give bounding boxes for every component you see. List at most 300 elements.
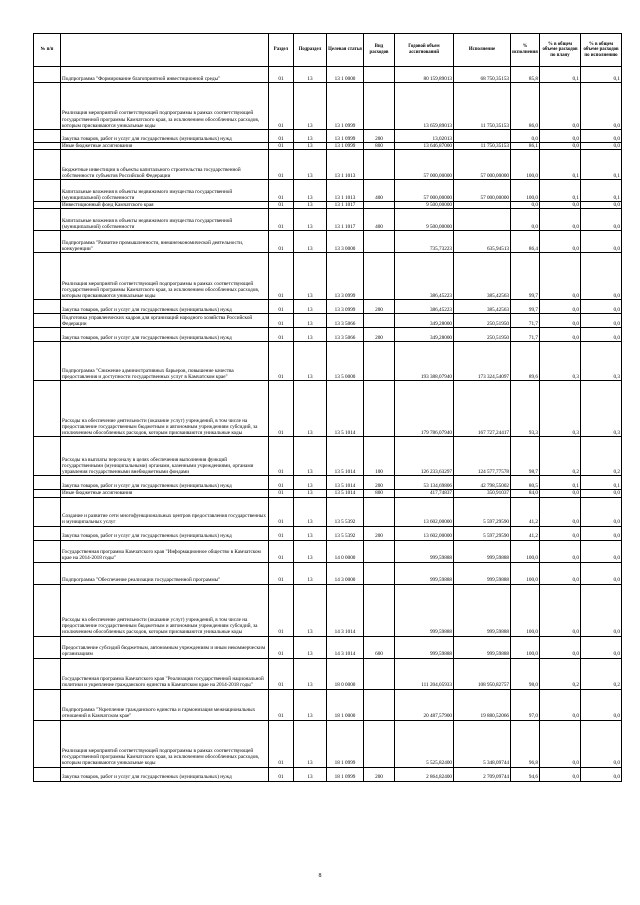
- cell-razdel: 01: [269, 130, 294, 143]
- cell-share-execution: 0,0: [581, 202, 622, 209]
- cell-name: Бюджетные инвестиции в объекты капитального строительства государственной собственности субъектов Российской Федерации: [61, 150, 269, 180]
- cell-podrazdel: 13: [294, 526, 327, 540]
- cell-target-article: 13 3 0999: [327, 300, 364, 314]
- table-row: [34, 658, 622, 689]
- cell-target-article: 13 1 0999: [327, 130, 364, 143]
- cell-number: [34, 476, 61, 490]
- cell-expense-type: 400: [364, 209, 395, 231]
- cell-execution: 57 000,00000: [454, 180, 511, 202]
- cell-expense-type: [364, 540, 395, 562]
- cell-razdel: 01: [269, 253, 294, 300]
- cell-annual-plan: 193 388,07940: [395, 342, 454, 381]
- cell-target-article: 13 3 0999: [327, 253, 364, 300]
- cell-annual-plan: 386,45223: [395, 300, 454, 314]
- cell-name: Реализация мероприятий соответствующей подпрограммы в рамках соответствующей государственной программы Камчатского края, за исключением обособленных расходов, которым присваиваются уникальные коды: [61, 83, 269, 130]
- cell-share-execution: 0,0: [581, 767, 622, 781]
- cell-target-article: 13 1 1017: [327, 202, 364, 209]
- cell-annual-plan: 57 000,00000: [395, 150, 454, 180]
- cell-razdel: 01: [269, 490, 294, 497]
- header-execution: Исполнение: [454, 34, 511, 67]
- cell-execution: 57 000,00000: [454, 150, 511, 180]
- cell-target-article: 13 1 1017: [327, 209, 364, 231]
- cell-execution: 68 750,35153: [454, 67, 511, 83]
- cell-annual-plan: 13 602,00000: [395, 497, 454, 526]
- cell-podrazdel: 13: [294, 636, 327, 658]
- cell-podrazdel: 13: [294, 150, 327, 180]
- header-podrazdel: Подраздел: [294, 34, 327, 67]
- cell-expense-type: 200: [364, 476, 395, 490]
- cell-expense-type: [364, 150, 395, 180]
- cell-expense-type: [364, 720, 395, 767]
- cell-target-article: 13 3 0000: [327, 231, 364, 253]
- cell-expense-type: 800: [364, 490, 395, 497]
- cell-execution-percent: 98,0: [511, 658, 540, 689]
- cell-share-execution: 0,1: [581, 150, 622, 180]
- cell-target-article: 13 5 1014: [327, 381, 364, 437]
- cell-name: Капитальные вложения в объекты недвижимого имущества государственной (муниципальной) собственности: [61, 209, 269, 231]
- header-share-plan: % в общем объеме расходов по плану: [540, 34, 581, 67]
- cell-podrazdel: 13: [294, 381, 327, 437]
- cell-number: [34, 342, 61, 381]
- cell-target-article: 18 1 0999: [327, 720, 364, 767]
- cell-name: Подпрограмма "Формирование благоприятной инвестиционной среды": [61, 67, 269, 83]
- cell-execution-percent: 86,1: [511, 143, 540, 150]
- cell-razdel: 01: [269, 328, 294, 342]
- cell-share-execution: 0,3: [581, 381, 622, 437]
- cell-execution: 2 709,09744: [454, 767, 511, 781]
- cell-share-plan: 0,0: [540, 253, 581, 300]
- cell-share-plan: 0,0: [540, 562, 581, 584]
- cell-name: Капитальные вложения в объекты недвижимого имущества государственной (муниципальной) собственности: [61, 180, 269, 202]
- cell-execution-percent: 100,0: [511, 562, 540, 584]
- table-row: [34, 689, 622, 720]
- table-row: [34, 381, 622, 437]
- cell-expense-type: [364, 231, 395, 253]
- table-row: [34, 490, 622, 497]
- cell-expense-type: [364, 658, 395, 689]
- cell-target-article: 14 3 0000: [327, 562, 364, 584]
- table-row: [34, 150, 622, 180]
- header-number: № п/п: [34, 34, 61, 67]
- cell-expense-type: 100: [364, 437, 395, 476]
- cell-annual-plan: 13 659,89013: [395, 83, 454, 130]
- cell-expense-type: 400: [364, 180, 395, 202]
- cell-name: Закупка товаров, работ и услуг для государственных (муниципальных) нужд: [61, 526, 269, 540]
- cell-name: Закупка товаров, работ и услуг для государственных (муниципальных) нужд: [61, 300, 269, 314]
- cell-podrazdel: 13: [294, 584, 327, 636]
- cell-execution-percent: 99,7: [511, 253, 540, 300]
- cell-podrazdel: 13: [294, 658, 327, 689]
- cell-share-execution: 0,2: [581, 658, 622, 689]
- cell-share-execution: 0,0: [581, 231, 622, 253]
- cell-execution: 5 597,29590: [454, 497, 511, 526]
- cell-share-execution: 0,3: [581, 342, 622, 381]
- table-row: [34, 562, 622, 584]
- cell-share-execution: 0,0: [581, 300, 622, 314]
- cell-annual-plan: 735,73223: [395, 231, 454, 253]
- cell-execution-percent: 100,0: [511, 180, 540, 202]
- cell-annual-plan: 13 646,87000: [395, 143, 454, 150]
- cell-razdel: 01: [269, 767, 294, 781]
- cell-execution: 999,59888: [454, 584, 511, 636]
- cell-share-plan: 0,0: [540, 300, 581, 314]
- cell-share-plan: 0,1: [540, 150, 581, 180]
- cell-target-article: 13 5 0000: [327, 342, 364, 381]
- cell-execution: [454, 202, 511, 209]
- cell-number: [34, 314, 61, 328]
- cell-share-plan: 0,0: [540, 720, 581, 767]
- table-row: [34, 143, 622, 150]
- cell-share-plan: 0,0: [540, 328, 581, 342]
- cell-annual-plan: 57 000,00000: [395, 180, 454, 202]
- cell-number: [34, 143, 61, 150]
- cell-execution: 250,51950: [454, 314, 511, 328]
- cell-target-article: 18 1 0000: [327, 689, 364, 720]
- cell-execution-percent: 100,0: [511, 540, 540, 562]
- cell-podrazdel: 13: [294, 328, 327, 342]
- cell-number: [34, 636, 61, 658]
- cell-podrazdel: 13: [294, 562, 327, 584]
- cell-share-execution: 0,0: [581, 636, 622, 658]
- cell-share-plan: 0,0: [540, 636, 581, 658]
- header-name: [61, 34, 269, 67]
- cell-annual-plan: 999,59888: [395, 636, 454, 658]
- cell-execution: 11 750,35153: [454, 143, 511, 150]
- cell-execution-percent: 0,0: [511, 130, 540, 143]
- cell-execution-percent: 41,2: [511, 526, 540, 540]
- cell-share-plan: 0,0: [540, 497, 581, 526]
- cell-execution: [454, 209, 511, 231]
- cell-execution: 11 750,35153: [454, 83, 511, 130]
- cell-execution-percent: 98,7: [511, 437, 540, 476]
- cell-podrazdel: 13: [294, 231, 327, 253]
- cell-execution: 173 324,54097: [454, 342, 511, 381]
- cell-share-plan: 0,0: [540, 490, 581, 497]
- cell-podrazdel: 13: [294, 490, 327, 497]
- cell-number: [34, 130, 61, 143]
- cell-number: [34, 437, 61, 476]
- cell-share-plan: 0,2: [540, 437, 581, 476]
- cell-razdel: 01: [269, 381, 294, 437]
- cell-execution-percent: 99,7: [511, 300, 540, 314]
- cell-execution-percent: 93,3: [511, 381, 540, 437]
- cell-name: Расходы на выплаты персоналу в целях обеспечения выполнения функций государственными (муниципальными) органами, казенными учреждениями, органами управления государственными внебюджетными фондами: [61, 437, 269, 476]
- cell-annual-plan: 9 500,00000: [395, 209, 454, 231]
- cell-expense-type: 800: [364, 143, 395, 150]
- table-row: [34, 253, 622, 300]
- cell-execution-percent: 41,2: [511, 497, 540, 526]
- cell-razdel: 01: [269, 314, 294, 328]
- cell-name: Подпрограмма "Развитие промышленности, внешнеэкономической деятельности, конкуренции": [61, 231, 269, 253]
- table-row: [34, 314, 622, 328]
- table-row: [34, 130, 622, 143]
- cell-razdel: 01: [269, 476, 294, 490]
- table-row: [34, 202, 622, 209]
- cell-name: Государственная программа Камчатского края "Реализация государственной национальной политики и укрепление гражданского единства в Камчатском крае на 2014-2018 годы": [61, 658, 269, 689]
- cell-annual-plan: 13 602,00000: [395, 526, 454, 540]
- cell-execution-percent: 85,8: [511, 67, 540, 83]
- cell-number: [34, 767, 61, 781]
- cell-annual-plan: 179 786,07940: [395, 381, 454, 437]
- cell-execution: 385,42563: [454, 253, 511, 300]
- cell-execution: 350,91037: [454, 490, 511, 497]
- cell-execution: 167 727,24417: [454, 381, 511, 437]
- table-row: [34, 636, 622, 658]
- cell-share-plan: 0,1: [540, 476, 581, 490]
- cell-share-execution: 0,0: [581, 83, 622, 130]
- cell-share-plan: 0,3: [540, 342, 581, 381]
- cell-annual-plan: 80 159,89013: [395, 67, 454, 83]
- cell-razdel: 01: [269, 300, 294, 314]
- cell-razdel: 01: [269, 562, 294, 584]
- cell-number: [34, 540, 61, 562]
- cell-share-plan: 0,0: [540, 314, 581, 328]
- cell-razdel: 01: [269, 689, 294, 720]
- cell-expense-type: 600: [364, 636, 395, 658]
- cell-target-article: 14 3 1014: [327, 584, 364, 636]
- cell-execution: 385,42563: [454, 300, 511, 314]
- cell-razdel: 01: [269, 526, 294, 540]
- cell-razdel: 01: [269, 342, 294, 381]
- cell-razdel: 01: [269, 437, 294, 476]
- cell-podrazdel: 13: [294, 437, 327, 476]
- cell-expense-type: [364, 584, 395, 636]
- cell-execution-percent: 0,0: [511, 209, 540, 231]
- cell-execution: 250,51950: [454, 328, 511, 342]
- cell-share-plan: 0,1: [540, 67, 581, 83]
- cell-name: Реализация мероприятий соответствующей подпрограммы в рамках соответствующей государственной программы Камчатского края, за исключением обособленных расходов, которым присваиваются уникальные коды: [61, 720, 269, 767]
- cell-name: Подпрограмма "Снижение административных барьеров, повышение качества предоставления и доступности государственных услуг в Камчатском крае": [61, 342, 269, 381]
- header-target-article: Целевая статья: [327, 34, 364, 67]
- header-expense-type: Вид расходов: [364, 34, 395, 67]
- cell-execution: 999,59888: [454, 562, 511, 584]
- cell-expense-type: [364, 689, 395, 720]
- cell-share-plan: 0,0: [540, 231, 581, 253]
- cell-podrazdel: 13: [294, 720, 327, 767]
- cell-number: [34, 689, 61, 720]
- cell-share-execution: 0,0: [581, 253, 622, 300]
- cell-podrazdel: 13: [294, 180, 327, 202]
- cell-share-execution: 0,0: [581, 314, 622, 328]
- cell-target-article: 13 5 5392: [327, 526, 364, 540]
- cell-execution: 635,94513: [454, 231, 511, 253]
- cell-execution-percent: 89,6: [511, 342, 540, 381]
- cell-number: [34, 381, 61, 437]
- cell-execution-percent: 86,0: [511, 83, 540, 130]
- table-row: [34, 526, 622, 540]
- cell-podrazdel: 13: [294, 476, 327, 490]
- cell-number: [34, 253, 61, 300]
- table-row: [34, 231, 622, 253]
- cell-podrazdel: 13: [294, 767, 327, 781]
- cell-name: Расходы на обеспечение деятельности (оказание услуг) учреждений, в том числе на предоставление государственным бюджетным и автономным учреждениям субсидий, за исключением обособленных расходов, которым присваиваются уникальные коды: [61, 381, 269, 437]
- cell-target-article: 18 1 0999: [327, 767, 364, 781]
- cell-annual-plan: 9 500,00000: [395, 202, 454, 209]
- cell-execution: 108 950,82757: [454, 658, 511, 689]
- cell-name: Реализация мероприятий соответствующей подпрограммы в рамках соответствующей государственной программы Камчатского края, за исключением обособленных расходов, которым присваиваются уникальные коды: [61, 253, 269, 300]
- cell-name: Закупка товаров, работ и услуг для государственных (муниципальных) нужд: [61, 328, 269, 342]
- cell-podrazdel: 13: [294, 130, 327, 143]
- cell-execution-percent: 80,5: [511, 476, 540, 490]
- cell-podrazdel: 13: [294, 253, 327, 300]
- cell-number: [34, 490, 61, 497]
- cell-name: Создание и развитие сети многофункциональных центров предоставления государственных и муниципальных услуг: [61, 497, 269, 526]
- cell-number: [34, 202, 61, 209]
- cell-name: Подпрограмма "Обеспечение реализации государственной программы": [61, 562, 269, 584]
- cell-name: Иные бюджетные ассигнования: [61, 490, 269, 497]
- cell-share-plan: 0,0: [540, 584, 581, 636]
- cell-name: Закупка товаров, работ и услуг для государственных (муниципальных) нужд: [61, 767, 269, 781]
- cell-number: [34, 300, 61, 314]
- cell-share-execution: 0,0: [581, 130, 622, 143]
- cell-share-plan: 0,0: [540, 130, 581, 143]
- cell-podrazdel: 13: [294, 83, 327, 130]
- cell-razdel: 01: [269, 231, 294, 253]
- header-share-execution: % в общем объеме расходов по исполнению: [581, 34, 622, 67]
- cell-target-article: 13 3 5066: [327, 328, 364, 342]
- cell-number: [34, 526, 61, 540]
- table-row: [34, 67, 622, 83]
- cell-execution-percent: 96,8: [511, 720, 540, 767]
- cell-expense-type: [364, 497, 395, 526]
- cell-number: [34, 209, 61, 231]
- cell-number: [34, 658, 61, 689]
- cell-share-execution: 0,0: [581, 497, 622, 526]
- cell-razdel: 01: [269, 720, 294, 767]
- cell-expense-type: 200: [364, 130, 395, 143]
- table-row: [34, 300, 622, 314]
- cell-expense-type: [364, 314, 395, 328]
- cell-annual-plan: 999,59888: [395, 540, 454, 562]
- cell-podrazdel: 13: [294, 342, 327, 381]
- cell-execution-percent: 71,7: [511, 314, 540, 328]
- cell-target-article: 13 5 5392: [327, 497, 364, 526]
- cell-name: Государственная программа Камчатского края "Информационное общество в Камчатском крае на 2014-2018 годы": [61, 540, 269, 562]
- header-razdel: Раздел: [269, 34, 294, 67]
- cell-share-execution: 0,1: [581, 476, 622, 490]
- cell-target-article: 13 1 0999: [327, 143, 364, 150]
- cell-razdel: 01: [269, 540, 294, 562]
- cell-share-execution: 0,0: [581, 540, 622, 562]
- cell-name: Закупка товаров, работ и услуг для государственных (муниципальных) нужд: [61, 130, 269, 143]
- cell-name: Подпрограмма "Укрепление гражданского единства и гармонизация межнациональных отношений в Камчатском крае": [61, 689, 269, 720]
- cell-share-execution: 0,0: [581, 526, 622, 540]
- cell-annual-plan: 999,59888: [395, 562, 454, 584]
- cell-annual-plan: 349,28000: [395, 328, 454, 342]
- cell-number: [34, 562, 61, 584]
- table-row: [34, 342, 622, 381]
- header-annual-plan: Годовой объем ассигнований: [395, 34, 454, 67]
- cell-number: [34, 720, 61, 767]
- cell-target-article: 13 1 0000: [327, 67, 364, 83]
- cell-expense-type: [364, 381, 395, 437]
- cell-podrazdel: 13: [294, 689, 327, 720]
- table-row: [34, 584, 622, 636]
- cell-share-plan: 0,0: [540, 202, 581, 209]
- cell-target-article: 13 1 0999: [327, 83, 364, 130]
- table-row: [34, 720, 622, 767]
- cell-annual-plan: 349,28000: [395, 314, 454, 328]
- cell-razdel: 01: [269, 209, 294, 231]
- cell-share-execution: 0,0: [581, 209, 622, 231]
- cell-share-plan: 0,1: [540, 180, 581, 202]
- cell-execution: 5 348,09744: [454, 720, 511, 767]
- cell-number: [34, 328, 61, 342]
- cell-expense-type: 200: [364, 300, 395, 314]
- cell-razdel: 01: [269, 143, 294, 150]
- cell-annual-plan: 53 134,69806: [395, 476, 454, 490]
- cell-expense-type: 200: [364, 767, 395, 781]
- cell-annual-plan: 111 204,05933: [395, 658, 454, 689]
- cell-number: [34, 180, 61, 202]
- cell-number: [34, 584, 61, 636]
- cell-share-plan: 0,0: [540, 767, 581, 781]
- cell-number: [34, 83, 61, 130]
- cell-share-plan: 0,0: [540, 689, 581, 720]
- cell-name: Иные бюджетные ассигнования: [61, 143, 269, 150]
- cell-execution-percent: 84,0: [511, 490, 540, 497]
- cell-razdel: 01: [269, 67, 294, 83]
- cell-expense-type: [364, 83, 395, 130]
- cell-share-execution: 0,0: [581, 584, 622, 636]
- table-row: [34, 328, 622, 342]
- cell-number: [34, 67, 61, 83]
- cell-execution-percent: 94,6: [511, 767, 540, 781]
- cell-podrazdel: 13: [294, 300, 327, 314]
- cell-target-article: 13 5 1014: [327, 476, 364, 490]
- cell-target-article: 13 1 1013: [327, 180, 364, 202]
- table-row: [34, 540, 622, 562]
- table-header-row: [34, 34, 622, 67]
- cell-execution: 999,59888: [454, 636, 511, 658]
- cell-share-plan: 0,0: [540, 83, 581, 130]
- cell-share-plan: 0,2: [540, 658, 581, 689]
- cell-number: [34, 231, 61, 253]
- cell-execution: 19 880,52066: [454, 689, 511, 720]
- cell-expense-type: 200: [364, 328, 395, 342]
- cell-podrazdel: 13: [294, 209, 327, 231]
- cell-share-execution: 0,0: [581, 562, 622, 584]
- cell-execution-percent: 0,0: [511, 202, 540, 209]
- cell-annual-plan: 417,74837: [395, 490, 454, 497]
- cell-share-execution: 0,1: [581, 180, 622, 202]
- cell-annual-plan: 2 864,82400: [395, 767, 454, 781]
- cell-podrazdel: 13: [294, 497, 327, 526]
- cell-annual-plan: 126 233,63297: [395, 437, 454, 476]
- cell-razdel: 01: [269, 202, 294, 209]
- table-row: [34, 83, 622, 130]
- cell-execution: 42 798,55002: [454, 476, 511, 490]
- cell-expense-type: [364, 67, 395, 83]
- cell-share-plan: 0,0: [540, 209, 581, 231]
- cell-podrazdel: 13: [294, 143, 327, 150]
- cell-razdel: 01: [269, 180, 294, 202]
- cell-expense-type: [364, 342, 395, 381]
- cell-share-execution: 0,0: [581, 490, 622, 497]
- table-row: [34, 497, 622, 526]
- cell-execution: 5 597,29590: [454, 526, 511, 540]
- cell-target-article: 13 5 1014: [327, 490, 364, 497]
- cell-target-article: 13 3 5066: [327, 314, 364, 328]
- table-row: [34, 437, 622, 476]
- cell-razdel: 01: [269, 150, 294, 180]
- page-number: 8: [318, 873, 322, 879]
- table-row: [34, 180, 622, 202]
- cell-expense-type: 200: [364, 526, 395, 540]
- cell-name: Подготовка управленческих кадров для организаций народного хозяйства Российской Федерации: [61, 314, 269, 328]
- cell-annual-plan: 20 487,57900: [395, 689, 454, 720]
- cell-razdel: 01: [269, 83, 294, 130]
